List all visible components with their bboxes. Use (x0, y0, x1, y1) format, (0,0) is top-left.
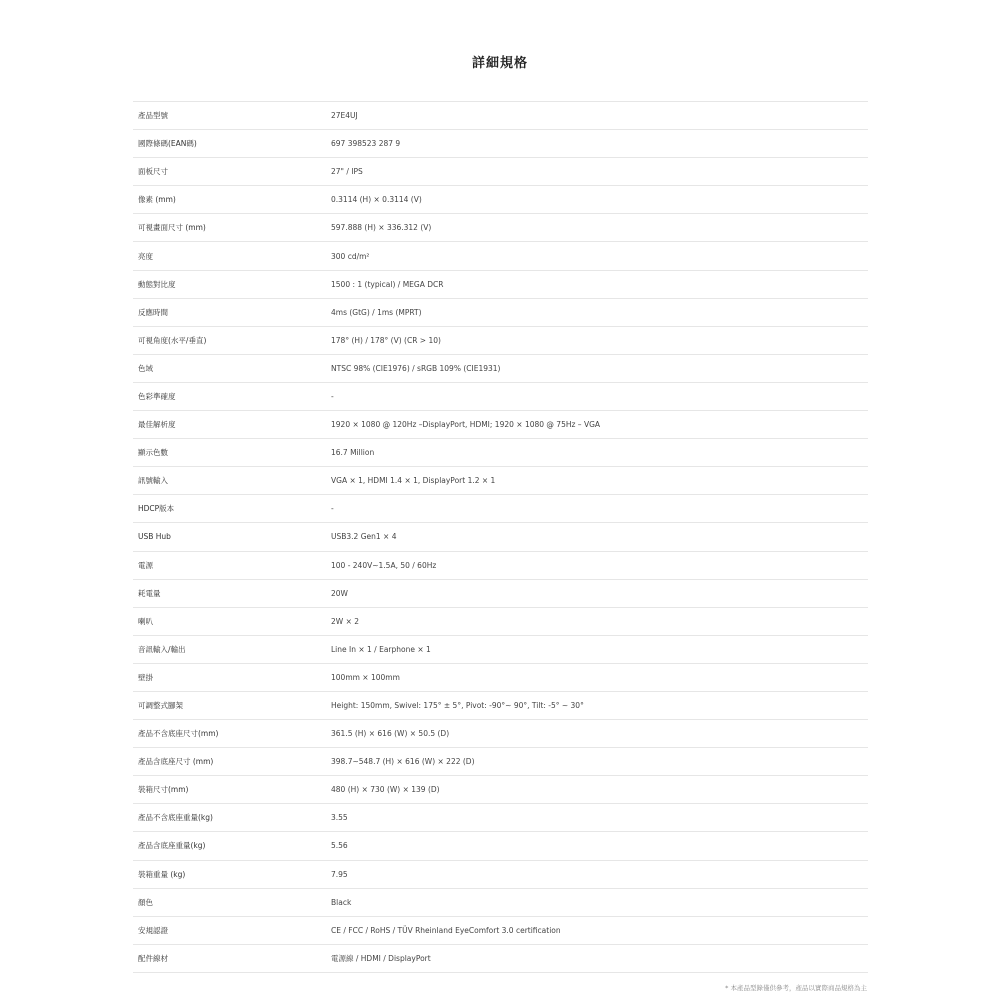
spec-row (133, 523, 868, 551)
spec-value: 100 - 240V~1.5A, 50 / 60Hz (326, 551, 868, 579)
spec-row (133, 748, 868, 776)
spec-row (133, 214, 868, 242)
spec-label: 色域 (133, 354, 326, 382)
spec-row (133, 102, 868, 130)
spec-row (133, 382, 868, 410)
spec-label: 顯示色數 (133, 439, 326, 467)
spec-value: Black (326, 888, 868, 916)
spec-value: 0.3114 (H) × 0.3114 (V) (326, 186, 868, 214)
spec-label: 可調整式腳架 (133, 691, 326, 719)
spec-table (133, 101, 868, 973)
spec-value: 178° (H) / 178° (V) (CR > 10) (326, 326, 868, 354)
spec-value: CE / FCC / RoHS / TÜV Rheinland EyeComfort 3.0 certification (326, 916, 868, 944)
spec-value: 361.5 (H) × 616 (W) × 50.5 (D) (326, 720, 868, 748)
spec-value: - (326, 495, 868, 523)
spec-row (133, 888, 868, 916)
spec-value: 597.888 (H) × 336.312 (V) (326, 214, 868, 242)
spec-label: 安規認證 (133, 916, 326, 944)
spec-label: 面板尺寸 (133, 158, 326, 186)
spec-row (133, 832, 868, 860)
spec-label: 產品含底座重量(kg) (133, 832, 326, 860)
spec-row (133, 439, 868, 467)
spec-table-body (133, 102, 868, 973)
spec-label: 國際條碼(EAN碼) (133, 130, 326, 158)
spec-value: Line In × 1 / Earphone × 1 (326, 635, 868, 663)
spec-label: 動態對比度 (133, 270, 326, 298)
spec-row (133, 944, 868, 972)
spec-row (133, 242, 868, 270)
spec-value: NTSC 98% (CIE1976) / sRGB 109% (CIE1931) (326, 354, 868, 382)
spec-value: USB3.2 Gen1 × 4 (326, 523, 868, 551)
spec-value: 20W (326, 579, 868, 607)
spec-label: 產品含底座尺寸 (mm) (133, 748, 326, 776)
spec-label: 可視角度(水平/垂直) (133, 326, 326, 354)
spec-label: 耗電量 (133, 579, 326, 607)
spec-value: 7.95 (326, 860, 868, 888)
spec-row (133, 158, 868, 186)
spec-value: 電源線 / HDMI / DisplayPort (326, 944, 868, 972)
spec-label: 裝箱重量 (kg) (133, 860, 326, 888)
spec-value: - (326, 382, 868, 410)
spec-row (133, 186, 868, 214)
spec-value: 1500 : 1 (typical) / MEGA DCR (326, 270, 868, 298)
spec-value: 4ms (GtG) / 1ms (MPRT) (326, 298, 868, 326)
spec-row (133, 298, 868, 326)
spec-label: 喇叭 (133, 607, 326, 635)
spec-value: VGA × 1, HDMI 1.4 × 1, DisplayPort 1.2 × 1 (326, 467, 868, 495)
spec-row (133, 467, 868, 495)
spec-value: 3.55 (326, 804, 868, 832)
spec-label: 像素 (mm) (133, 186, 326, 214)
spec-label: 色彩準確度 (133, 382, 326, 410)
spec-row (133, 551, 868, 579)
spec-row (133, 579, 868, 607)
spec-label: USB Hub (133, 523, 326, 551)
spec-row (133, 635, 868, 663)
spec-row (133, 691, 868, 719)
spec-row (133, 495, 868, 523)
spec-value: 5.56 (326, 832, 868, 860)
spec-label: 產品不含底座尺寸(mm) (133, 720, 326, 748)
spec-label: 電源 (133, 551, 326, 579)
spec-label: HDCP版本 (133, 495, 326, 523)
spec-label: 裝箱尺寸(mm) (133, 776, 326, 804)
spec-value: 480 (H) × 730 (W) × 139 (D) (326, 776, 868, 804)
spec-label: 音訊輸入/輸出 (133, 635, 326, 663)
spec-row (133, 326, 868, 354)
spec-value: 697 398523 287 9 (326, 130, 868, 158)
spec-row (133, 860, 868, 888)
spec-row (133, 720, 868, 748)
spec-label: 顏色 (133, 888, 326, 916)
spec-row (133, 607, 868, 635)
footnote: * 本產品型錄僅供參考，產品以實際商品規格為主 (725, 984, 867, 992)
spec-row (133, 916, 868, 944)
spec-row (133, 270, 868, 298)
spec-label: 配件線材 (133, 944, 326, 972)
spec-label: 訊號輸入 (133, 467, 326, 495)
spec-label: 產品型號 (133, 102, 326, 130)
spec-row (133, 411, 868, 439)
spec-label: 壁掛 (133, 663, 326, 691)
spec-row (133, 130, 868, 158)
spec-value: 398.7~548.7 (H) × 616 (W) × 222 (D) (326, 748, 868, 776)
spec-value: 1920 × 1080 @ 120Hz –DisplayPort, HDMI; 1920 × 1080 @ 75Hz – VGA (326, 411, 868, 439)
spec-value: Height: 150mm, Swivel: 175° ± 5°, Pivot: -90°~ 90°, Tilt: -5° ~ 30° (326, 691, 868, 719)
spec-label: 反應時間 (133, 298, 326, 326)
page-title: 詳細規格 (471, 56, 528, 71)
spec-row (133, 804, 868, 832)
spec-row (133, 776, 868, 804)
spec-label: 可視畫面尺寸 (mm) (133, 214, 326, 242)
spec-value: 100mm × 100mm (326, 663, 868, 691)
spec-value: 300 cd/m² (326, 242, 868, 270)
spec-label: 亮度 (133, 242, 326, 270)
spec-label: 產品不含底座重量(kg) (133, 804, 326, 832)
spec-row (133, 354, 868, 382)
spec-value: 27" / IPS (326, 158, 868, 186)
spec-value: 16.7 Million (326, 439, 868, 467)
spec-value: 27E4UJ (326, 102, 868, 130)
spec-label: 最佳解析度 (133, 411, 326, 439)
spec-value: 2W × 2 (326, 607, 868, 635)
spec-row (133, 663, 868, 691)
